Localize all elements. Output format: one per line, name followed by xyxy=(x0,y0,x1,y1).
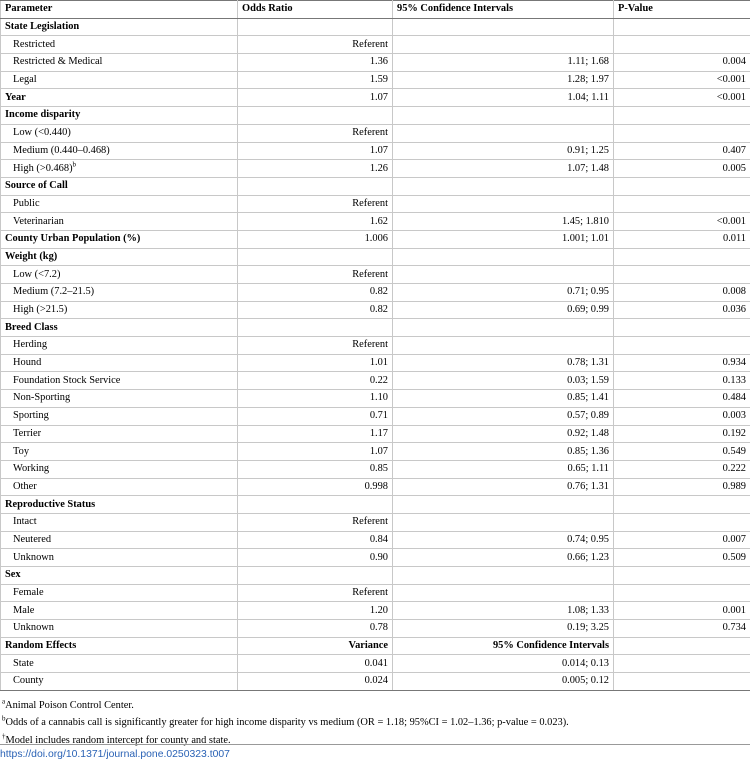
table-row xyxy=(1,549,750,567)
cell-ci xyxy=(393,496,614,514)
cell-ci: 1.11; 1.68 xyxy=(393,54,614,72)
cell-ci xyxy=(393,18,614,36)
cell-parameter: Reproductive Status xyxy=(1,496,238,514)
cell-parameter: Sex xyxy=(1,567,238,585)
table-row xyxy=(1,142,750,160)
cell-odds-ratio: 0.22 xyxy=(238,372,393,390)
cell-ci xyxy=(393,124,614,142)
table-row xyxy=(1,195,750,213)
cell-parameter: Breed Class xyxy=(1,319,238,337)
table-row xyxy=(1,372,750,390)
cell-odds-ratio: 1.07 xyxy=(238,443,393,461)
cell-parameter: Male xyxy=(1,602,238,620)
cell-parameter: Veterinarian xyxy=(1,213,238,231)
cell-ci xyxy=(393,177,614,195)
cell-odds-ratio: 1.07 xyxy=(238,142,393,160)
group-row xyxy=(1,319,750,337)
group-row xyxy=(1,177,750,195)
cell-parameter: Herding xyxy=(1,337,238,355)
cell-p-value xyxy=(614,567,750,585)
group-row xyxy=(1,637,750,655)
table-row xyxy=(1,655,750,673)
table-row xyxy=(1,124,750,142)
cell-p-value xyxy=(614,584,750,602)
cell-p-value: 0.001 xyxy=(614,602,750,620)
cell-parameter: Non-Sporting xyxy=(1,390,238,408)
cell-odds-ratio: Referent xyxy=(238,266,393,284)
cell-ci: 1.04; 1.11 xyxy=(393,89,614,107)
cell-ci xyxy=(393,36,614,54)
cell-parameter: High (>0.468)$^b$ xyxy=(1,160,238,178)
cell-parameter: Other xyxy=(1,478,238,496)
cell-p-value xyxy=(614,36,750,54)
cell-parameter: State xyxy=(1,655,238,673)
header-parameter: Parameter xyxy=(1,1,238,19)
header-p-value: P-Value xyxy=(614,1,750,19)
cell-odds-ratio: 0.82 xyxy=(238,301,393,319)
cell-odds-ratio xyxy=(238,107,393,125)
group-row xyxy=(1,107,750,125)
table-row xyxy=(1,36,750,54)
cell-odds-ratio xyxy=(238,567,393,585)
cell-odds-ratio: 1.36 xyxy=(238,54,393,72)
cell-p-value: 0.003 xyxy=(614,407,750,425)
table-row xyxy=(1,266,750,284)
cell-p-value: 0.036 xyxy=(614,301,750,319)
cell-ci: 0.69; 0.99 xyxy=(393,301,614,319)
cell-ci xyxy=(393,337,614,355)
cell-odds-ratio: 1.07 xyxy=(238,89,393,107)
doi-link[interactable]: https://doi.org/10.1371/journal.pone.0250323.t007 xyxy=(0,744,750,760)
footnote: $^b$Odds of a cannabis call is significantly greater for high income disparity vs medium (OR = 1.18; 95%CI = 1.02–1.36; p-value = 0.023). xyxy=(2,714,569,729)
group-row xyxy=(1,18,750,36)
footnote: †Model includes random intercept for county and state. xyxy=(2,732,231,746)
cell-p-value: 0.509 xyxy=(614,549,750,567)
cell-odds-ratio: 0.84 xyxy=(238,531,393,549)
cell-parameter: Restricted xyxy=(1,36,238,54)
cell-ci xyxy=(393,248,614,266)
cell-parameter: Legal xyxy=(1,71,238,89)
cell-ci: 0.85; 1.41 xyxy=(393,390,614,408)
table-row xyxy=(1,301,750,319)
cell-odds-ratio: 0.82 xyxy=(238,284,393,302)
cell-ci: 0.66; 1.23 xyxy=(393,549,614,567)
table-row xyxy=(1,54,750,72)
cell-parameter: Unknown xyxy=(1,620,238,638)
cell-ci xyxy=(393,266,614,284)
cell-parameter: Intact xyxy=(1,513,238,531)
cell-ci xyxy=(393,567,614,585)
cell-odds-ratio: 1.26 xyxy=(238,160,393,178)
cell-odds-ratio: 1.59 xyxy=(238,71,393,89)
cell-odds-ratio xyxy=(238,248,393,266)
cell-odds-ratio: 1.62 xyxy=(238,213,393,231)
cell-odds-ratio: 1.10 xyxy=(238,390,393,408)
cell-ci: 1.08; 1.33 xyxy=(393,602,614,620)
cell-ci: 0.014; 0.13 xyxy=(393,655,614,673)
cell-ci: 0.005; 0.12 xyxy=(393,673,614,691)
cell-p-value xyxy=(614,319,750,337)
cell-parameter: Unknown xyxy=(1,549,238,567)
cell-p-value xyxy=(614,673,750,691)
cell-parameter: Medium (7.2–21.5) xyxy=(1,284,238,302)
cell-ci: 1.28; 1.97 xyxy=(393,71,614,89)
cell-odds-ratio: Variance xyxy=(238,637,393,655)
header-row xyxy=(1,1,750,19)
cell-p-value xyxy=(614,637,750,655)
cell-ci xyxy=(393,319,614,337)
cell-ci: 1.45; 1.810 xyxy=(393,213,614,231)
cell-parameter: Neutered xyxy=(1,531,238,549)
cell-parameter: County Urban Population (%) xyxy=(1,230,238,248)
cell-odds-ratio xyxy=(238,18,393,36)
header-odds-ratio: Odds Ratio xyxy=(238,1,393,19)
cell-parameter: Random Effects xyxy=(1,637,238,655)
cell-odds-ratio: Referent xyxy=(238,36,393,54)
cell-p-value xyxy=(614,18,750,36)
cell-p-value xyxy=(614,248,750,266)
cell-p-value: 0.007 xyxy=(614,531,750,549)
cell-ci: 1.001; 1.01 xyxy=(393,230,614,248)
cell-ci: 0.57; 0.89 xyxy=(393,407,614,425)
group-row xyxy=(1,230,750,248)
cell-parameter: Hound xyxy=(1,354,238,372)
cell-p-value xyxy=(614,124,750,142)
cell-parameter: State Legislation xyxy=(1,18,238,36)
cell-p-value: 0.005 xyxy=(614,160,750,178)
cell-ci: 0.76; 1.31 xyxy=(393,478,614,496)
cell-odds-ratio xyxy=(238,496,393,514)
footnote: $^a$Animal Poison Control Center. xyxy=(2,697,134,711)
cell-p-value: 0.222 xyxy=(614,460,750,478)
header-ci: 95% Confidence Intervals xyxy=(393,1,614,19)
cell-odds-ratio: 1.01 xyxy=(238,354,393,372)
cell-parameter: High (>21.5) xyxy=(1,301,238,319)
cell-ci: 0.03; 1.59 xyxy=(393,372,614,390)
cell-ci: 0.71; 0.95 xyxy=(393,284,614,302)
cell-ci: 0.85; 1.36 xyxy=(393,443,614,461)
table-row xyxy=(1,425,750,443)
cell-p-value xyxy=(614,107,750,125)
cell-p-value: 0.934 xyxy=(614,354,750,372)
cell-odds-ratio: Referent xyxy=(238,124,393,142)
group-row xyxy=(1,248,750,266)
cell-odds-ratio: 0.85 xyxy=(238,460,393,478)
cell-ci: 1.07; 1.48 xyxy=(393,160,614,178)
cell-p-value xyxy=(614,266,750,284)
cell-parameter: Terrier xyxy=(1,425,238,443)
cell-parameter: Weight (kg) xyxy=(1,248,238,266)
table-row xyxy=(1,602,750,620)
cell-p-value: 0.484 xyxy=(614,390,750,408)
cell-parameter: Low (<7.2) xyxy=(1,266,238,284)
cell-odds-ratio: 0.041 xyxy=(238,655,393,673)
cell-p-value: 0.008 xyxy=(614,284,750,302)
cell-ci: 0.92; 1.48 xyxy=(393,425,614,443)
table-row xyxy=(1,460,750,478)
cell-ci xyxy=(393,584,614,602)
table-row xyxy=(1,513,750,531)
cell-p-value: 0.004 xyxy=(614,54,750,72)
cell-odds-ratio: Referent xyxy=(238,584,393,602)
cell-p-value xyxy=(614,655,750,673)
cell-ci: 0.74; 0.95 xyxy=(393,531,614,549)
table-row xyxy=(1,160,750,178)
table-row xyxy=(1,337,750,355)
table-row xyxy=(1,284,750,302)
group-row xyxy=(1,567,750,585)
cell-odds-ratio: 1.006 xyxy=(238,230,393,248)
cell-parameter: Working xyxy=(1,460,238,478)
cell-ci: 0.78; 1.31 xyxy=(393,354,614,372)
cell-parameter: Income disparity xyxy=(1,107,238,125)
cell-ci xyxy=(393,107,614,125)
cell-ci xyxy=(393,195,614,213)
cell-p-value: 0.011 xyxy=(614,230,750,248)
cell-parameter: Source of Call xyxy=(1,177,238,195)
cell-parameter: Year xyxy=(1,89,238,107)
cell-ci xyxy=(393,513,614,531)
cell-parameter: Female xyxy=(1,584,238,602)
cell-parameter: Low (<0.440) xyxy=(1,124,238,142)
group-row xyxy=(1,89,750,107)
cell-p-value: 0.192 xyxy=(614,425,750,443)
cell-ci: 0.65; 1.11 xyxy=(393,460,614,478)
table-row xyxy=(1,531,750,549)
table-row xyxy=(1,354,750,372)
table-row xyxy=(1,213,750,231)
cell-odds-ratio: 0.71 xyxy=(238,407,393,425)
cell-p-value xyxy=(614,513,750,531)
cell-p-value: <0.001 xyxy=(614,71,750,89)
cell-odds-ratio xyxy=(238,177,393,195)
table-row xyxy=(1,673,750,691)
cell-parameter: Sporting xyxy=(1,407,238,425)
cell-p-value: 0.549 xyxy=(614,443,750,461)
cell-p-value: 0.734 xyxy=(614,620,750,638)
cell-odds-ratio: 0.78 xyxy=(238,620,393,638)
cell-parameter: Foundation Stock Service xyxy=(1,372,238,390)
cell-p-value: <0.001 xyxy=(614,89,750,107)
group-row xyxy=(1,496,750,514)
cell-p-value: 0.989 xyxy=(614,478,750,496)
cell-p-value: <0.001 xyxy=(614,213,750,231)
cell-odds-ratio: Referent xyxy=(238,195,393,213)
cell-ci: 0.19; 3.25 xyxy=(393,620,614,638)
cell-odds-ratio xyxy=(238,319,393,337)
table-row xyxy=(1,71,750,89)
cell-odds-ratio: 0.024 xyxy=(238,673,393,691)
cell-p-value xyxy=(614,337,750,355)
cell-p-value xyxy=(614,496,750,514)
table-row xyxy=(1,478,750,496)
cell-parameter: County xyxy=(1,673,238,691)
cell-p-value: 0.407 xyxy=(614,142,750,160)
cell-odds-ratio: 1.20 xyxy=(238,602,393,620)
table-row xyxy=(1,443,750,461)
cell-p-value xyxy=(614,195,750,213)
cell-parameter: Medium (0.440–0.468) xyxy=(1,142,238,160)
table-body xyxy=(1,18,750,690)
cell-parameter: Toy xyxy=(1,443,238,461)
cell-p-value xyxy=(614,177,750,195)
cell-odds-ratio: 1.17 xyxy=(238,425,393,443)
table-row xyxy=(1,620,750,638)
cell-odds-ratio: 0.998 xyxy=(238,478,393,496)
table-row xyxy=(1,407,750,425)
table-row xyxy=(1,584,750,602)
footnotes xyxy=(0,691,750,750)
cell-p-value: 0.133 xyxy=(614,372,750,390)
table-row xyxy=(1,390,750,408)
cell-ci: 95% Confidence Intervals xyxy=(393,637,614,655)
cell-parameter: Public xyxy=(1,195,238,213)
cell-odds-ratio: Referent xyxy=(238,513,393,531)
cell-odds-ratio: Referent xyxy=(238,337,393,355)
cell-ci: 0.91; 1.25 xyxy=(393,142,614,160)
cell-parameter: Restricted & Medical xyxy=(1,54,238,72)
cell-odds-ratio: 0.90 xyxy=(238,549,393,567)
